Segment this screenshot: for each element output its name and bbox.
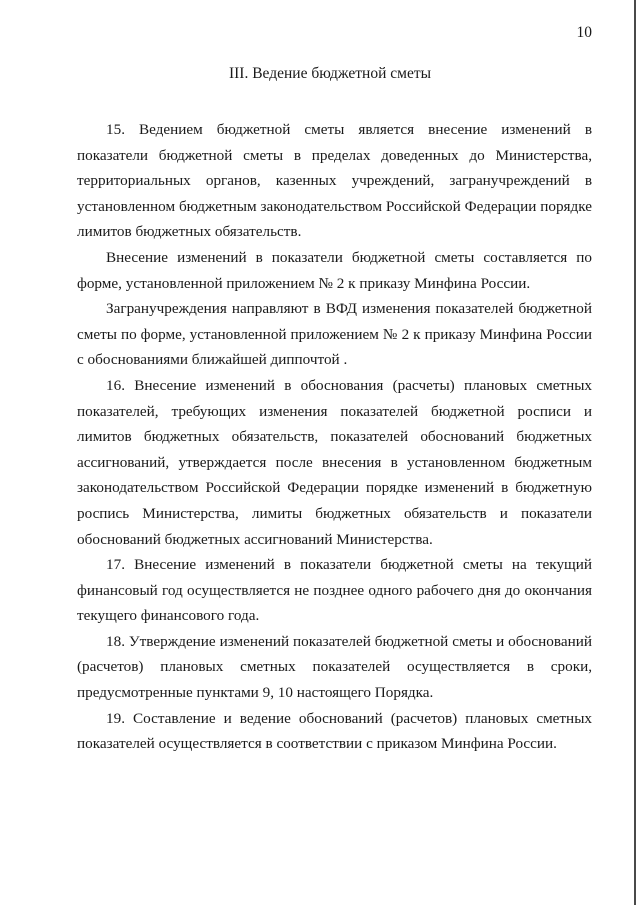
paragraph-15-foreign: Загранучреждения направляют в ВФД изменения показателей бюджетной сметы по форме, установленной приложением № 2 к приказу Минфина России с обоснованиями ближайшей диппочтой . xyxy=(77,300,592,369)
paragraph-15-changes: Внесение изменений в показатели бюджетной сметы составляется по форме, установленной приложением № 2 к приказу Минфина России. xyxy=(77,248,592,292)
section-title: III. Ведение бюджетной сметы xyxy=(228,65,432,82)
paragraph-15: 15. Ведением бюджетной сметы является внесение изменений в показатели бюджетной сметы в пределах доведенных до Министерства, территориальных органов, казенных учреждений, загранучреждений в установленном бюджетным законодательством Российской Федерации порядке лимитов бюджетных обязательств. xyxy=(77,121,592,241)
page-number: 10 xyxy=(576,24,592,41)
paragraph-19: 19. Составление и ведение обоснований (расчетов) плановых сметных показателей осуществляется в соответствии с приказом Минфина России. xyxy=(77,709,592,753)
paragraph-17: 17. Внесение изменений в показатели бюджетной сметы на текущий финансовый год осуществляется не позднее одного рабочего дня до окончания текущего финансового года. xyxy=(77,556,592,625)
paragraph-18: 18. Утверждение изменений показателей бюджетной сметы и обоснований (расчетов) плановых сметных показателей осуществляется в сроки, предусмотренные пунктами 9, 10 настоящего Порядка. xyxy=(77,632,592,702)
document-body xyxy=(77,117,592,757)
paragraph-16: 16. Внесение изменений в обоснования (расчеты) плановых сметных показателей, требующих изменения показателей бюджетной росписи и лимитов бюджетных обязательств, показателей обоснований бюджетных ассигнований, утверждается после внесения в установленном бюджетным законодательством Российской Федерации порядке изменений в бюджетную роспись Министерства, лимиты бюджетных обязательств и показатели обоснований бюджетных ассигнований Министерства. xyxy=(77,376,592,548)
scan-edge xyxy=(634,0,636,905)
